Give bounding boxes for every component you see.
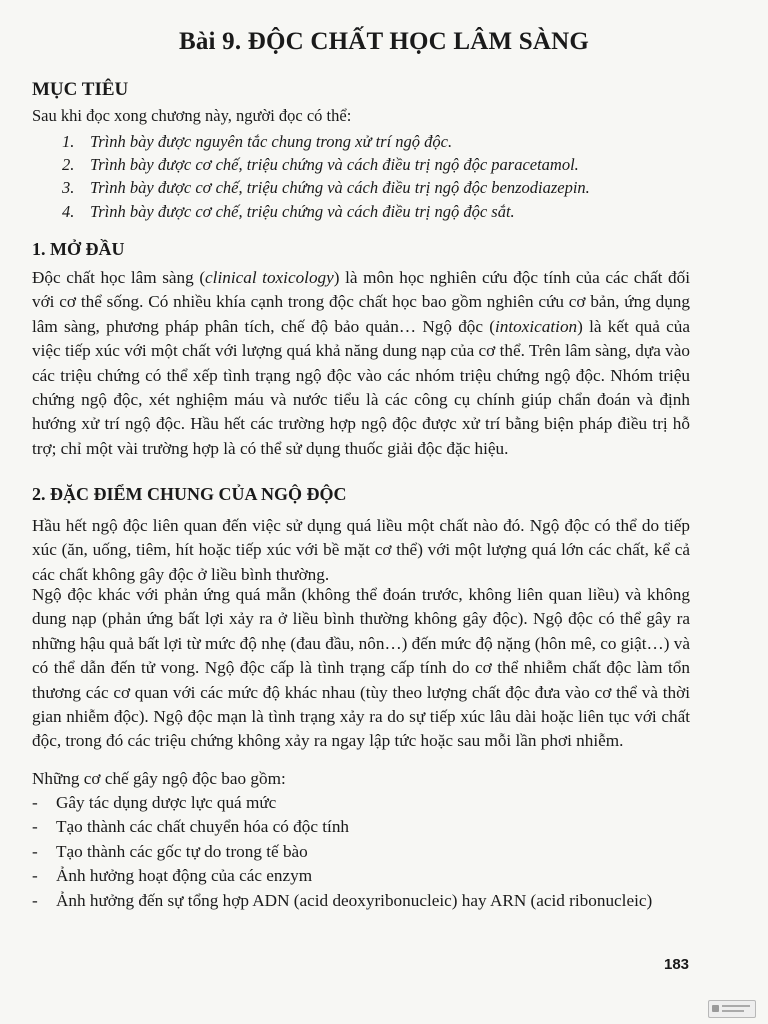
mechanism-item <box>32 815 692 839</box>
mechanisms-list <box>32 791 692 913</box>
paragraph-text: Độc chất học lâm sàng ( <box>32 268 206 287</box>
objective-item <box>62 176 590 199</box>
objective-number: 1. <box>62 132 75 151</box>
dash-bullet: - <box>32 793 38 812</box>
dash-bullet: - <box>32 890 38 910</box>
mechanism-text: Ảnh hưởng hoạt động của các enzym <box>56 866 313 886</box>
objective-text: Trình bày được cơ chế, triệu chứng và cách điều trị ngộ độc benzodiazepin. <box>90 178 590 198</box>
mechanism-text: Ảnh hưởng đến sự tổng hợp ADN (acid deoxyribonucleic) hay ARN (acid ribonucleic) <box>56 890 653 910</box>
page-title: Bài 9. ĐỘC CHẤT HỌC LÂM SÀNG <box>178 28 590 55</box>
dash-bullet: - <box>32 866 38 886</box>
dash-bullet: - <box>32 817 38 837</box>
mechanism-item <box>32 864 692 888</box>
section-2-heading: 2. ĐẶC ĐIỂM CHUNG CỦA NGỘ ĐỘC <box>32 484 347 504</box>
objective-item <box>62 130 590 153</box>
objectives-list <box>62 130 590 223</box>
section-2-paragraph-2: Ngộ độc khác với phản ứng quá mẫn (không thể đoán trước, không liên quan liều) và không dung nạp (phản ứng bất lợi xảy ra ở liều bình thường không gây độc). Ngộ độc có thể gây ra những hậu quả bất lợi từ mức độ nhẹ (đau đầu, nôn…) đến mức độ nặng (hôn mê, co giật…) và có thể dẫn đến tử vong. Ngộ độc cấp là tình trạng cấp tính do cơ thể nhiễm chất độc làm tổn thương các cơ quan với các mức độ khác nhau (tùy theo lượng chất độc đưa vào cơ thể và thời gian nhiễm độc). Ngộ độc mạn là tình trạng xảy ra do sự tiếp xúc lâu dài hoặc liên tục với chất độc, trong đó các triệu chứng không xảy ra ngay lập tức hoặc sau mỗi lần phơi nhiễm. <box>32 585 690 751</box>
section-1-paragraph <box>32 266 690 461</box>
mechanism-item <box>32 791 692 815</box>
objectives-heading: MỤC TIÊU <box>32 79 129 100</box>
objective-number: 3. <box>62 178 75 198</box>
objective-text: Trình bày được cơ chế, triệu chứng và cách điều trị ngộ độc sắt. <box>90 201 515 221</box>
mechanism-text: Tạo thành các chất chuyển hóa có độc tính <box>56 817 350 837</box>
dash-bullet: - <box>32 841 38 861</box>
paragraph-text: ) là môn học nghiên cứu độc tính của các chất đối với cơ thể sống. Có nhiều khía cạnh trong độc chất học bao gồm nghiên cứu cơ bản, ứng dụng lâm sàng, phương pháp phân tích, chế độ bảo quản… Ngộ độc ( <box>32 268 690 336</box>
mechanism-text: Tạo thành các gốc tự do trong tế bào <box>56 841 308 861</box>
page-number: 183 <box>664 956 690 973</box>
objective-number: 4. <box>62 201 75 221</box>
term-clinical-toxicology: clinical toxicology <box>205 268 334 287</box>
term-intoxication: intoxication <box>495 316 578 336</box>
mechanism-item <box>32 889 692 913</box>
mechanisms-intro: Những cơ chế gây ngộ độc bao gồm: <box>32 769 286 788</box>
objective-item <box>62 200 590 223</box>
paragraph-text: ) là kết quả của việc tiếp xúc với một chất với lượng quá khả năng dung nạp của cơ thể. Trên lâm sàng, dựa vào các triệu chứng có thể xếp tình trạng ngộ độc vào các nhóm triệu chứng ngộ độc. Nhóm triệu chứng ngộ độc, xét nghiệm máu và nước tiểu là các công cụ chính giúp chẩn đoán và định hướng xử trí ngộ độc. Hầu hết các trường hợp ngộ độc được xử trí bằng biện pháp điều trị hỗ trợ; chỉ một vài trường hợp là có thể sử dụng thuốc giải độc đặc hiệu. <box>32 316 690 458</box>
mechanism-item <box>32 840 692 864</box>
objectives-intro: Sau khi đọc xong chương này, người đọc có thể: <box>32 106 352 125</box>
objective-item <box>62 153 590 176</box>
objective-number: 2. <box>62 155 75 175</box>
section-1-heading: 1. MỞ ĐẦU <box>32 239 125 259</box>
section-2-paragraph-1: Hầu hết ngộ độc liên quan đến việc sử dụng quá liều một chất nào đó. Ngộ độc có thể do tiếp xúc (ăn, uống, tiêm, hít hoặc tiếp xúc với bề mặt cơ thể) với một lượng quá lớn các chất, kể cả các chất không gây độc ở liều bình thường. <box>32 516 690 584</box>
objective-text: Trình bày được cơ chế, triệu chứng và cách điều trị ngộ độc paracetamol. <box>90 155 579 175</box>
objective-text: Trình bày được nguyên tắc chung trong xử trí ngộ độc. <box>90 132 453 151</box>
mechanism-text: Gây tác dụng dược lực quá mức <box>56 793 277 812</box>
scanner-watermark-icon <box>708 1000 756 1018</box>
